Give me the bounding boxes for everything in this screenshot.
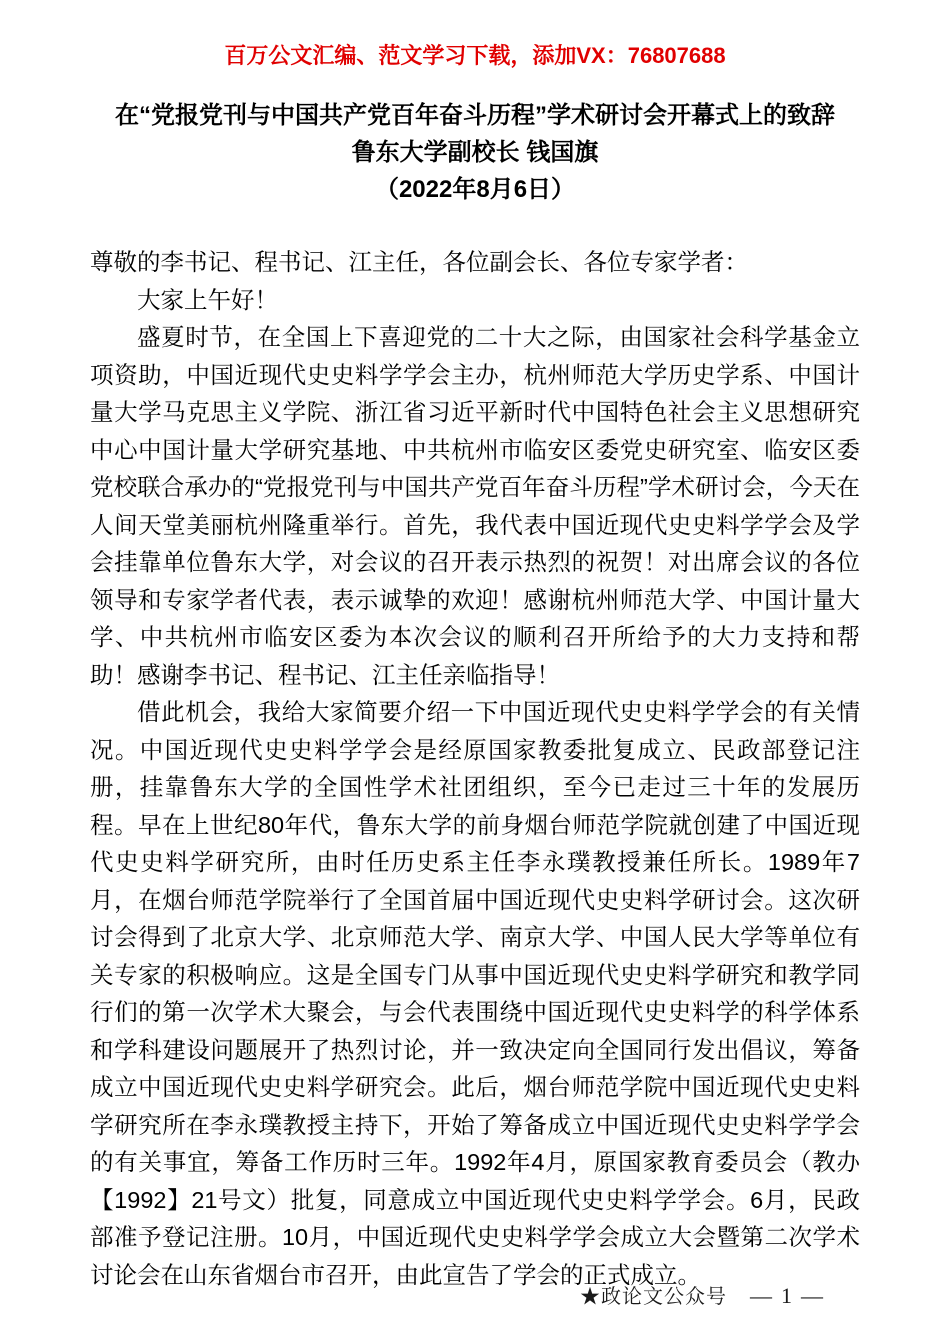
document-title: 在“党报党刊与中国共产党百年奋斗历程”学术研讨会开幕式上的致辞 [115, 102, 835, 129]
document-body [90, 244, 860, 1294]
document-author: 鲁东大学副校长 钱国旗 [351, 139, 599, 166]
body-paragraph: 借此机会，我给大家简要介绍一下中国近现代史史料学学会的有关情况。中国近现代史史料学学会是经原国家教委批复成立、民政部登记注册，挂靠鲁东大学的全国性学术社团组织，至今已走过三十年的发展历程。早在上世纪80年代，鲁东大学的前身烟台师范学院就创建了中国近现代史史料学研究所，由时任历史系主任李永璞教授兼任所长。1989年7月，在烟台师范学院举行了全国首届中国近现代史史料学研讨会。这次研讨会得到了北京大学、北京师范大学、南京大学、中国人民大学等单位有关专家的积极响应。这是全国专门从事中国近现代史史料学研究和教学同行们的第一次学术大聚会，与会代表围绕中国近现代史史料学的科学体系和学科建设问题展开了热烈讨论，并一致决定向全国同行发出倡议，筹备成立中国近现代史史料学研究会。此后，烟台师范学院中国近现代史史料学研究所在李永璞教授主持下，开始了筹备成立中国近现代史史料学学会的有关事宜，筹备工作历时三年。1992年4月，原国家教育委员会（教办【1992】21号文）批复，同意成立中国近现代史史料学学会。6月，民政部准予登记注册。10月，中国近现代史史料学学会成立大会暨第二次学术讨论会在山东省烟台市召开，由此宣告了学会的正式成立。 [90, 699, 860, 1288]
salutation-line: 尊敬的李书记、程书记、江主任，各位副会长、各位专家学者： [90, 249, 748, 275]
document-date: （2022年8月6日） [374, 176, 576, 203]
page-footer [580, 1281, 832, 1312]
page-number: 1 [781, 1283, 792, 1308]
greeting-line: 大家上午好！ [137, 286, 278, 313]
footer-dash-left: — [750, 1283, 772, 1308]
footer-dash-right: — [801, 1283, 823, 1308]
promo-notice: 百万公文汇编、范文学习下载，添加VX：76807688 [224, 43, 726, 68]
footer-account-label: ★政论文公众号 [580, 1286, 727, 1308]
body-paragraph: 盛夏时节，在全国上下喜迎党的二十大之际，由国家社会科学基金立项资助，中国近现代史史料学学会主办，杭州师范大学历史学系、中国计量大学马克思主义学院、浙江省习近平新时代中国特色社会主义思想研究中心中国计量大学研究基地、中共杭州市临安区委党史研究室、临安区委党校联合承办的“党报党刊与中国共产党百年奋斗历程”学术研讨会，今天在人间天堂美丽杭州隆重举行。首先，我代表中国近现代史史料学学会及学会挂靠单位鲁东大学，对会议的召开表示热烈的祝贺！对出席会议的各位领导和专家学者代表，表示诚挚的欢迎！感谢杭州师范大学、中国计量大学、中共杭州市临安区委为本次会议的顺利召开所给予的大力支持和帮助！感谢李书记、程书记、江主任亲临指导！ [90, 324, 860, 688]
